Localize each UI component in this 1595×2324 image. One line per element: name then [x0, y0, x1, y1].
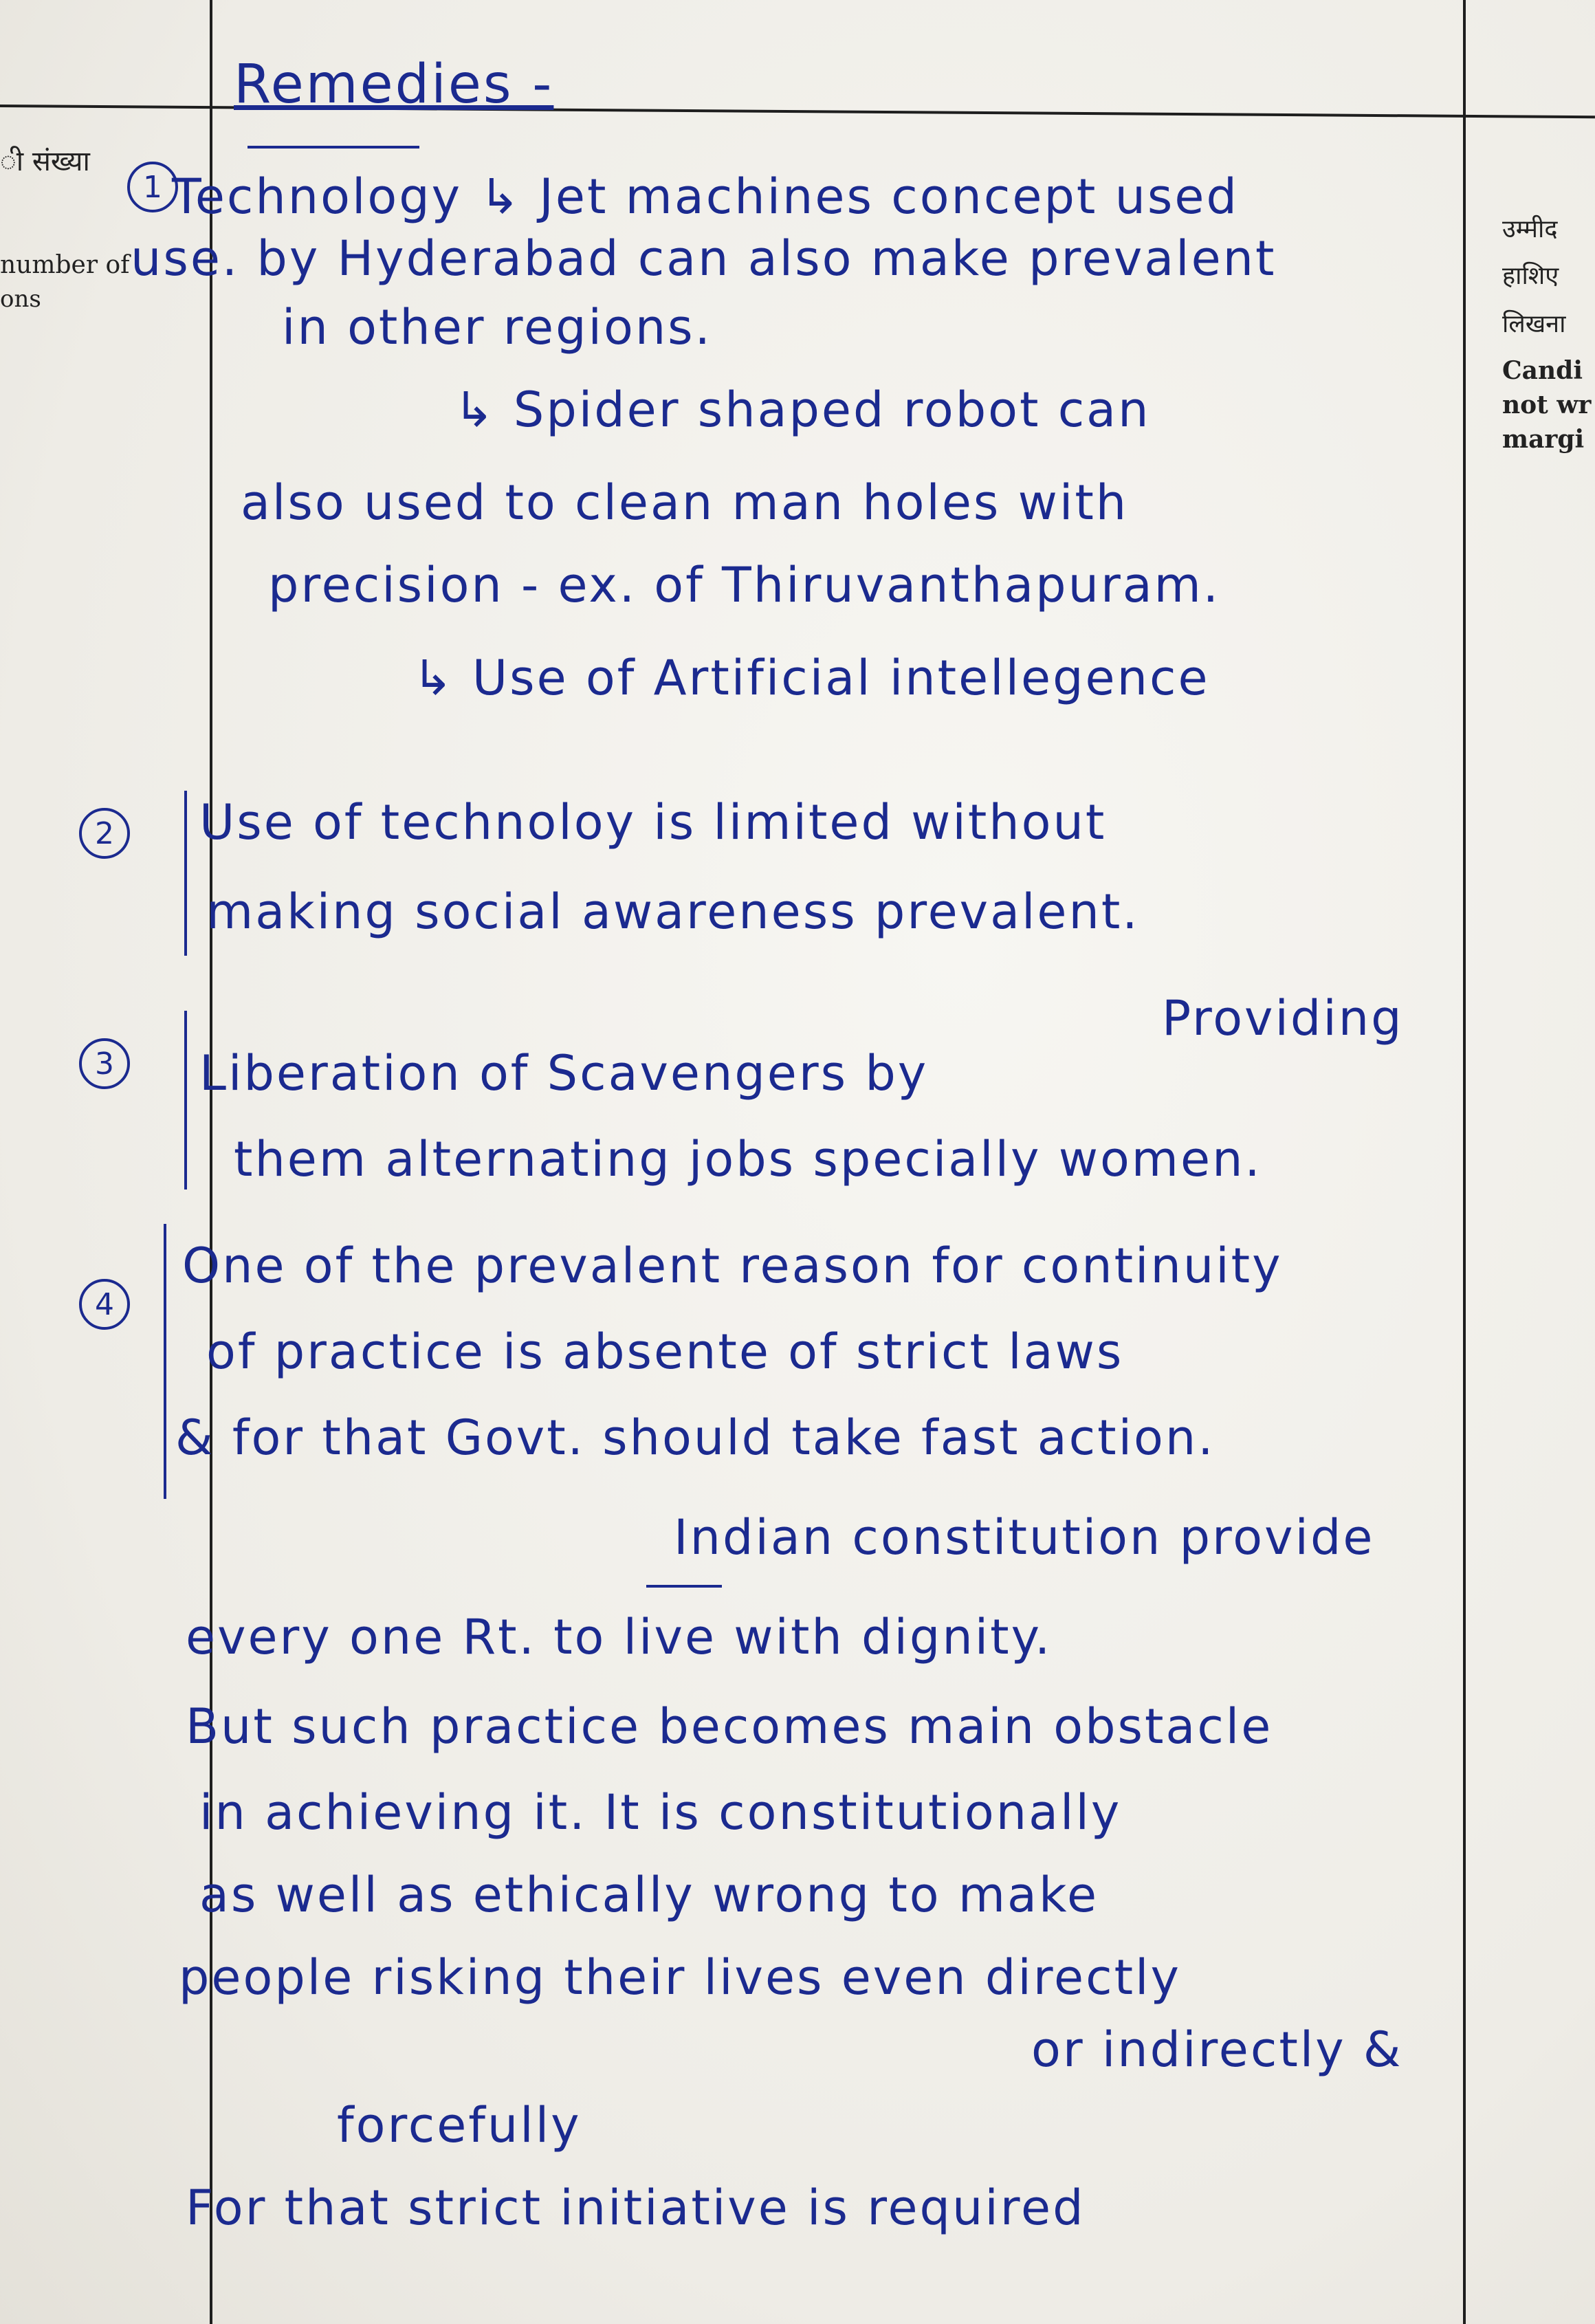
right-margin-label: not wr [1502, 391, 1592, 419]
closing-line: as well as ethically wrong to make [199, 1867, 1099, 1923]
left-margin-label: ons [0, 285, 41, 313]
point-4-line: of practice is absente of strict laws [206, 1324, 1124, 1380]
point-1-line: ↳ Use of Artificial intellegence [412, 650, 1210, 706]
point-number-badge: 1 [127, 162, 178, 212]
right-margin-rule [1463, 0, 1466, 2324]
right-margin-label: Candi [1502, 356, 1583, 385]
emphasis-underline [646, 1585, 722, 1588]
point-3-line: Liberation of Scavengers by [199, 1045, 929, 1101]
closing-line: But such practice becomes main obstacle [186, 1698, 1273, 1755]
point-number-badge: 4 [79, 1279, 130, 1330]
point-3-line: them alternating jobs specially women. [234, 1131, 1262, 1187]
left-margin-label: number of [0, 251, 130, 279]
closing-line: Indian constitution provide [674, 1509, 1375, 1566]
closing-line: people risking their lives even directly [179, 1949, 1181, 2006]
closing-line: every one Rt. to live with dignity. [186, 1609, 1053, 1665]
point-1-line: also used to clean man holes with [241, 474, 1129, 531]
point-number-badge: 2 [79, 808, 130, 859]
closing-line: in achieving it. It is constitutionally [199, 1784, 1122, 1841]
closing-line: forcefully [337, 2097, 582, 2153]
point-1-line: Technology ↳ Jet machines concept used [172, 168, 1239, 225]
point-4-line: & for that Govt. should take fast action. [175, 1410, 1216, 1466]
point-1-line: precision - ex. of Thiruvanthapuram. [268, 557, 1221, 613]
right-margin-label: उम्मीद [1502, 215, 1558, 243]
right-margin-label: हाशिए [1502, 262, 1559, 290]
point-2-line: Use of technoloy is limited without [199, 794, 1107, 851]
closing-line: For that strict initiative is required [186, 2180, 1086, 2236]
emphasis-underline [248, 146, 419, 149]
point-bracket [164, 1224, 166, 1499]
left-margin-label: ी संख्या [0, 146, 90, 177]
point-3-line: Providing [1162, 990, 1404, 1046]
point-2-line: making social awareness prevalent. [206, 884, 1140, 940]
closing-line: or indirectly & [1031, 2021, 1403, 2078]
right-margin-label: margi [1502, 425, 1585, 454]
point-1-line: use. by Hyderabad can also make prevalent [131, 230, 1277, 287]
point-bracket [184, 1011, 187, 1190]
point-1-line: ↳ Spider shaped robot can [454, 382, 1151, 438]
point-1-line: in other regions. [282, 299, 712, 355]
point-number-badge: 3 [79, 1038, 130, 1089]
answer-heading: Remedies - [234, 54, 554, 116]
point-bracket [184, 791, 187, 956]
right-margin-label: लिखना [1502, 310, 1566, 338]
point-4-line: One of the prevalent reason for continuity [182, 1238, 1283, 1294]
